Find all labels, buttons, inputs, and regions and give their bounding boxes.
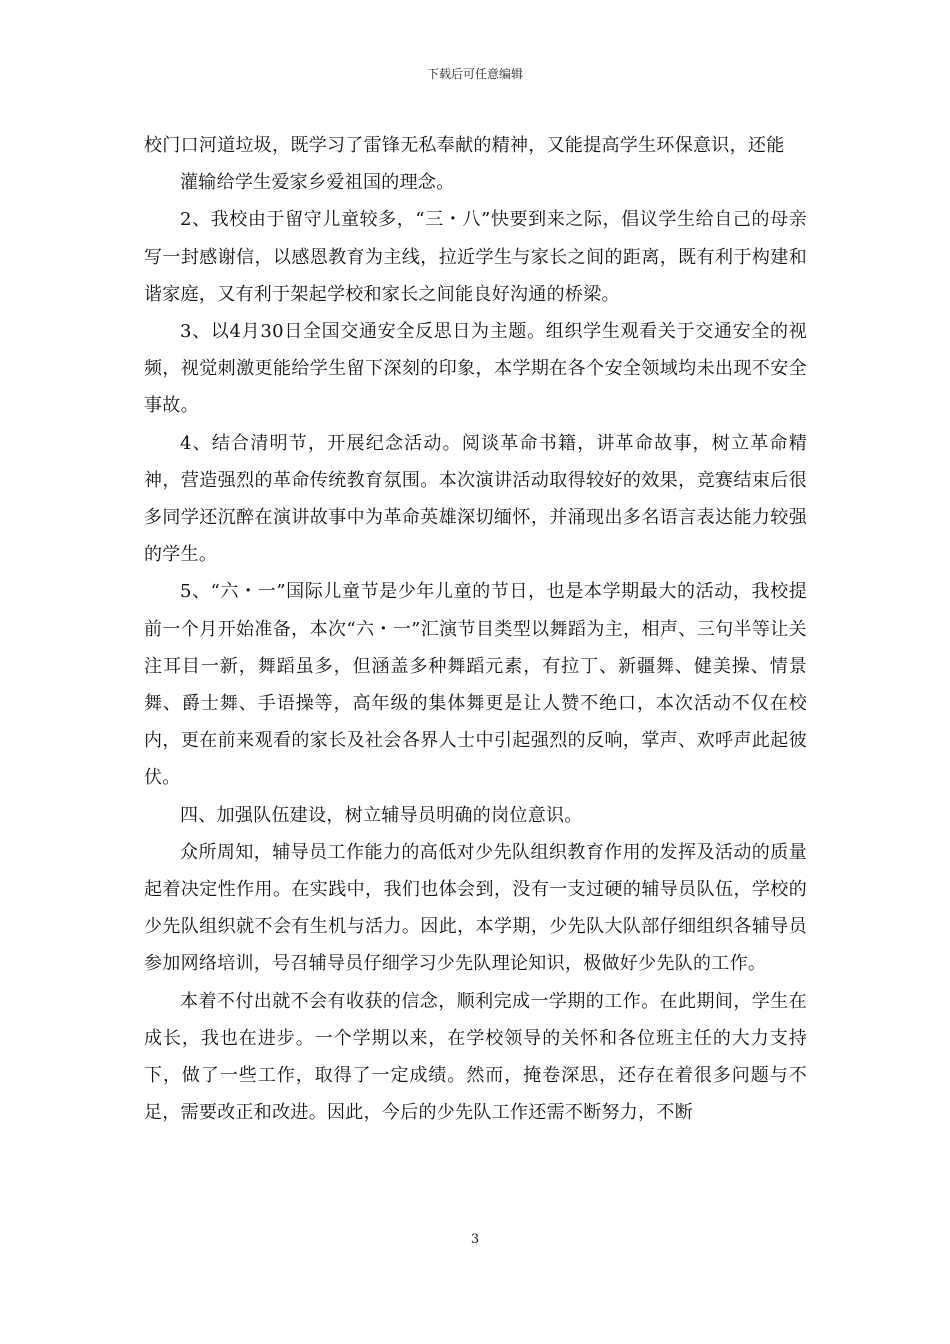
paragraph-6: 5、“六・一”国际儿童节是少年儿童的节日，也是本学期最大的活动，我校提前一个月开始准备，本次“六・一”汇演节目类型以舞蹈为主，相声、三句半等让关注耳目一新，舞蹈虽多，但涵盖多种舞蹈元素，有拉丁、新疆舞、健美操、情景舞、爵士舞、手语操等，高年级的集体舞更是让人赞不绝口，本次活动不仅在校内，更在前来观看的家长及社会各界人士中引起强烈的反响，掌声、欢呼声此起彼伏。	[144, 581, 807, 789]
section-heading: 四、加强队伍建设，树立辅导员明确的岗位意识。	[180, 804, 583, 826]
paragraph-7: 众所周知，辅导员工作能力的高低对少先队组织教育作用的发挥及活动的质量起着决定性作用。在实践中，我们也体会到，没有一支过硬的辅导员队伍，学校的少先队组织就不会有生机与活力。因此，本学期，少先队大队部仔细组织各辅导员参加网络培训，号召辅导员仔细学习少先队理论知识，极做好少先队的工作。	[144, 841, 807, 975]
paragraph-8: 本着不付出就不会有收获的信念，顺利完成一学期的工作。在此期间，学生在成长，我也在进步。一个学期以来，在学校领导的关怀和各位班主任的大力支持下，做了一些工作，取得了一定成绩。然而，掩卷深思，还存在着很多问题与不足，需要改正和改进。因此，今后的少先队工作还需不断努力，不断	[144, 990, 807, 1124]
paragraph-3: 2、我校由于留守儿童较多，“三・八”快要到来之际，倡议学生给自己的母亲写一封感谢信，以感恩教育为主线，拉近学生与家长之间的距离，既有利于构建和谐家庭，又有利于架起学校和家长之间能良好沟通的桥梁。	[144, 209, 807, 305]
paragraph-4: 3、以4月30日全国交通安全反思日为主题。组织学生观看关于交通安全的视频，视觉刺激更能给学生留下深刻的印象，本学期在各个安全领域均未出现不安全事故。	[144, 321, 807, 417]
paragraph-2: 灌输给学生爱家乡爱祖国的理念。	[180, 172, 455, 194]
page-header: 下载后可任意编辑	[426, 67, 523, 81]
paragraph-5: 4、结合清明节，开展纪念活动。阅谈革命书籍，讲革命故事，树立革命精神，营造强烈的革命传统教育氛围。本次演讲活动取得较好的效果，竞赛结束后很多同学还沉醉在演讲故事中为革命英雄深切缅怀，并涌现出多名语言表达能力较强的学生。	[144, 432, 807, 566]
document-body	[144, 127, 807, 1131]
paragraph-1: 校门口河道垃圾，既学习了雷锋无私奉献的精神，又能提高学生环保意识，还能	[144, 135, 785, 156]
page-number: 3	[470, 1232, 480, 1247]
